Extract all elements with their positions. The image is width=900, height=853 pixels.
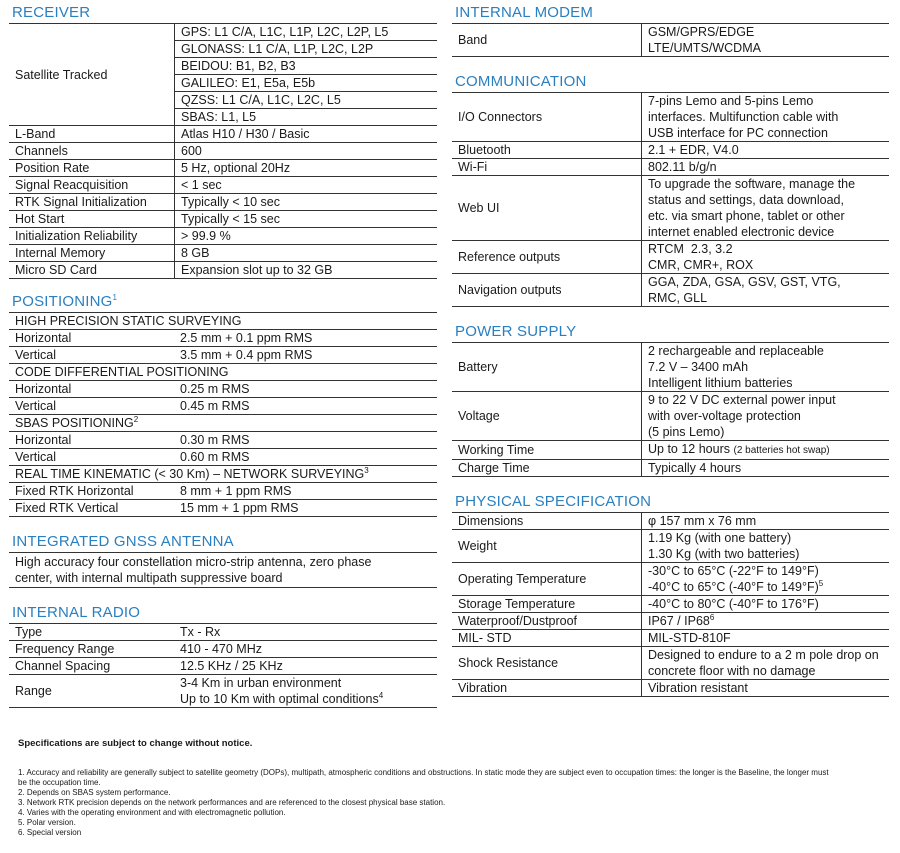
row-value: 0.45 m RMS <box>174 398 437 415</box>
mil-value: MIL-STD-810F <box>642 630 890 647</box>
table-row <box>9 177 437 194</box>
table-row <box>9 466 437 483</box>
battery-line: Intelligent lithium batteries <box>648 376 793 390</box>
row-value: 2.5 mm + 0.1 ppm RMS <box>174 330 437 347</box>
table-row <box>9 415 437 432</box>
row-label: Hot Start <box>9 211 175 228</box>
row-value: 410 - 470 MHz <box>174 641 437 658</box>
battery-line: 2 rechargeable and replaceable <box>648 344 824 358</box>
antenna-line: center, with internal multipath suppressive board <box>15 571 283 585</box>
weight-line: 1.30 Kg (with two batteries) <box>648 547 800 561</box>
row-label: RTK Signal Initialization <box>9 194 175 211</box>
row-value: 3.5 mm + 0.4 ppm RMS <box>174 347 437 364</box>
power-title: POWER SUPPLY <box>452 323 889 343</box>
satellite-beidou: BEIDOU: B1, B2, B3 <box>175 58 438 75</box>
voltage-value <box>642 392 890 441</box>
optemp-line: -40°C to 65°C (-40°F to 149°F)$^5$ <box>648 578 824 594</box>
dimensions-label: Dimensions <box>452 513 642 530</box>
table-row <box>452 343 889 392</box>
table-row <box>9 483 437 500</box>
row-label: Channel Spacing <box>9 658 174 675</box>
range-value <box>174 675 437 708</box>
row-value: Expansion slot up to 32 GB <box>175 262 438 279</box>
row-label: Type <box>9 624 174 641</box>
table-row <box>9 313 437 330</box>
satellite-gps: GPS: L1 C/A, L1C, L1P, L2C, L2P, L5 <box>175 24 438 41</box>
table-row <box>452 392 889 441</box>
table-row <box>9 143 437 160</box>
footnote: 6. Special version <box>18 828 82 837</box>
footnote: 1. Accuracy and reliability are generally subject to satellite geometry (DOPs), multipath, atmospheric conditions and obstructions. In static mode they are subject even to occupation times: the longer is the Baseline, the longer must <box>18 768 829 777</box>
satellite-galileo: GALILEO: E1, E5a, E5b <box>175 75 438 92</box>
change-notice: Specifications are subject to change without notice. <box>18 738 253 749</box>
weight-line: 1.19 Kg (with one battery) <box>648 531 792 545</box>
row-label: Signal Reacquisition <box>9 177 175 194</box>
communication-table <box>452 93 889 307</box>
vib-value: Vibration resistant <box>642 680 890 697</box>
table-row <box>452 159 889 176</box>
row-value: Typically < 10 sec <box>175 194 438 211</box>
table-row <box>9 160 437 177</box>
physical-table <box>452 513 889 697</box>
table-row <box>9 675 437 708</box>
physical-title: PHYSICAL SPECIFICATION <box>452 493 889 513</box>
footnotes <box>18 768 878 838</box>
webui-line: etc. via smart phone, tablet or other <box>648 209 845 223</box>
table-row <box>9 658 437 675</box>
positioning-table <box>9 313 437 517</box>
water-value: $IP67 / IP68^6$ <box>642 613 890 630</box>
table-row <box>9 381 437 398</box>
row-value: 5 Hz, optional 20Hz <box>175 160 438 177</box>
table-row <box>452 241 889 274</box>
nav-label: Navigation outputs <box>452 274 642 307</box>
webui-value <box>642 176 890 241</box>
battery-label: Battery <box>452 343 642 392</box>
nav-line: GGA, ZDA, GSA, GSV, GST, VTG, <box>648 275 841 289</box>
row-label: Initialization Reliability <box>9 228 175 245</box>
battery-line: 7.2 V – 3400 mAh <box>648 360 749 374</box>
row-value: 8 GB <box>175 245 438 262</box>
webui-line: status and settings, data download, <box>648 193 844 207</box>
row-value: 15 mm + 1 ppm RMS <box>174 500 437 517</box>
satellite-glonass: GLONASS: L1 C/A, L1P, L2C, L2P <box>175 41 438 58</box>
nav-value <box>642 274 890 307</box>
footnote: be the occupation time. <box>18 778 101 787</box>
satellite-sbas: SBAS: L1, L5 <box>175 109 438 126</box>
table-row <box>452 613 889 630</box>
table-row <box>452 460 889 477</box>
antenna-description <box>9 553 437 588</box>
shock-line: concrete floor with no damage <box>648 664 816 678</box>
table-row <box>452 647 889 680</box>
row-label: Vertical <box>9 347 174 364</box>
bluetooth-label: Bluetooth <box>452 142 642 159</box>
table-row <box>452 274 889 307</box>
row-label: Internal Memory <box>9 245 175 262</box>
code-heading: CODE DIFFERENTIAL POSITIONING <box>9 364 437 381</box>
table-row <box>452 530 889 563</box>
static-heading: HIGH PRECISION STATIC SURVEYING <box>9 313 437 330</box>
io-line: 7-pins Lemo and 5-pins Lemo <box>648 94 814 108</box>
table-row <box>9 641 437 658</box>
voltage-line: (5 pins Lemo) <box>648 425 725 439</box>
positioning-title: POSITIONING$^1$ <box>9 293 437 313</box>
row-value: 0.25 m RMS <box>174 381 437 398</box>
receiver-title: RECEIVER <box>9 4 437 24</box>
range-line: Up to 10 Km with optimal conditions$^4$ <box>180 690 384 706</box>
table-row <box>452 24 889 57</box>
footnote: 2. Depends on SBAS system performance. <box>18 788 171 797</box>
left-column <box>9 4 437 708</box>
stemp-label: Storage Temperature <box>452 596 642 613</box>
voltage-line: with over-voltage protection <box>648 409 801 423</box>
io-line: USB interface for PC connection <box>648 126 828 140</box>
table-row <box>9 330 437 347</box>
radio-title: INTERNAL RADIO <box>9 604 437 624</box>
band-value <box>642 24 890 57</box>
optemp-label: Operating Temperature <box>452 563 642 596</box>
working-label: Working Time <box>452 441 642 460</box>
table-row <box>452 142 889 159</box>
receiver-table <box>9 24 437 279</box>
antenna-title: INTEGRATED GNSS ANTENNA <box>9 533 437 553</box>
table-row <box>9 500 437 517</box>
row-value: Atlas H10 / H30 / Basic <box>175 126 438 143</box>
row-label: Frequency Range <box>9 641 174 658</box>
table-row <box>9 126 437 143</box>
row-value: < 1 sec <box>175 177 438 194</box>
charge-value: Typically 4 hours <box>642 460 890 477</box>
table-row <box>9 347 437 364</box>
io-label: I/O Connectors <box>452 93 642 142</box>
vib-label: Vibration <box>452 680 642 697</box>
voltage-line: 9 to 22 V DC external power input <box>648 393 836 407</box>
rtk-heading: REAL TIME KINEMATIC (< 30 Km) – NETWORK SURVEYING$^3$ <box>9 466 437 483</box>
table-row <box>9 228 437 245</box>
row-label: Horizontal <box>9 432 174 449</box>
radio-table <box>9 624 437 708</box>
nav-line: RMC, GLL <box>648 291 708 305</box>
io-value <box>642 93 890 142</box>
table-row <box>9 24 437 41</box>
io-line: interfaces. Multifunction cable with <box>648 110 839 124</box>
row-value: 600 <box>175 143 438 160</box>
table-row <box>452 441 889 460</box>
row-label: Micro SD Card <box>9 262 175 279</box>
right-column <box>452 4 889 697</box>
communication-title: COMMUNICATION <box>452 73 889 93</box>
table-row <box>452 596 889 613</box>
row-value: 0.30 m RMS <box>174 432 437 449</box>
row-label: L-Band <box>9 126 175 143</box>
table-row <box>452 513 889 530</box>
water-label: Waterproof/Dustproof <box>452 613 642 630</box>
weight-label: Weight <box>452 530 642 563</box>
bluetooth-value: 2.1 + EDR, V4.0 <box>642 142 890 159</box>
range-line: 3-4 Km in urban environment <box>180 676 342 690</box>
charge-label: Charge Time <box>452 460 642 477</box>
footnote: 3. Network RTK precision depends on the network performances and are referenced to the closest physical base station. <box>18 798 446 807</box>
row-value: 8 mm + 1 ppm RMS <box>174 483 437 500</box>
wifi-label: Wi-Fi <box>452 159 642 176</box>
shock-value <box>642 647 890 680</box>
table-row <box>452 563 889 596</box>
table-row <box>452 680 889 697</box>
table-row <box>452 93 889 142</box>
antenna-line: High accuracy four constellation micro-strip antenna, zero phase <box>15 555 372 569</box>
row-value: 12.5 KHz / 25 KHz <box>174 658 437 675</box>
ref-line: RTCM 2.3, 3.2 <box>648 242 733 256</box>
table-row <box>9 245 437 262</box>
row-label: Position Rate <box>9 160 175 177</box>
dimensions-value: φ 157 mm x 76 mm <box>642 513 890 530</box>
range-label: Range <box>9 675 174 708</box>
table-row <box>9 364 437 381</box>
table-row <box>9 211 437 228</box>
row-value: 0.60 m RMS <box>174 449 437 466</box>
modem-title: INTERNAL MODEM <box>452 4 889 24</box>
table-row <box>9 262 437 279</box>
power-table <box>452 343 889 477</box>
working-value: Up to 12 hours (2 batteries hot swap) <box>642 441 890 460</box>
ref-value <box>642 241 890 274</box>
table-row <box>9 432 437 449</box>
optemp-value <box>642 563 890 596</box>
table-row <box>452 176 889 241</box>
satellite-label: Satellite Tracked <box>9 24 175 126</box>
row-label: Horizontal <box>9 381 174 398</box>
sbas-heading: SBAS POSITIONING$^2$ <box>9 415 437 432</box>
table-row <box>9 194 437 211</box>
webui-line: To upgrade the software, manage the <box>648 177 856 191</box>
stemp-value: -40°C to 80°C (-40°F to 176°F) <box>642 596 890 613</box>
row-value: Tx - Rx <box>174 624 437 641</box>
ref-label: Reference outputs <box>452 241 642 274</box>
shock-label: Shock Resistance <box>452 647 642 680</box>
row-label: Fixed RTK Vertical <box>9 500 174 517</box>
mil-label: MIL- STD <box>452 630 642 647</box>
table-row <box>9 624 437 641</box>
modem-table <box>452 24 889 57</box>
ref-line: CMR, CMR+, ROX <box>648 258 754 272</box>
battery-value <box>642 343 890 392</box>
row-value: > 99.9 % <box>175 228 438 245</box>
voltage-label: Voltage <box>452 392 642 441</box>
webui-label: Web UI <box>452 176 642 241</box>
row-label: Vertical <box>9 449 174 466</box>
weight-value <box>642 530 890 563</box>
row-label: Channels <box>9 143 175 160</box>
band-line: GSM/GPRS/EDGE <box>648 25 755 39</box>
row-label: Fixed RTK Horizontal <box>9 483 174 500</box>
footnote: 4. Varies with the operating environment and with electromagnetic pollution. <box>18 808 286 817</box>
band-line: LTE/UMTS/WCDMA <box>648 41 761 55</box>
table-row <box>9 449 437 466</box>
band-label: Band <box>452 24 642 57</box>
webui-line: internet enabled electronic device <box>648 225 835 239</box>
row-value: Typically < 15 sec <box>175 211 438 228</box>
shock-line: Designed to endure to a 2 m pole drop on <box>648 648 879 662</box>
table-row <box>9 398 437 415</box>
satellite-qzss: QZSS: L1 C/A, L1C, L2C, L5 <box>175 92 438 109</box>
footnote: 5. Polar version. <box>18 818 76 827</box>
row-label: Vertical <box>9 398 174 415</box>
row-label: Horizontal <box>9 330 174 347</box>
optemp-line: -30°C to 65°C (-22°F to 149°F) <box>648 564 819 578</box>
wifi-value: 802.11 b/g/n <box>642 159 890 176</box>
table-row <box>452 630 889 647</box>
